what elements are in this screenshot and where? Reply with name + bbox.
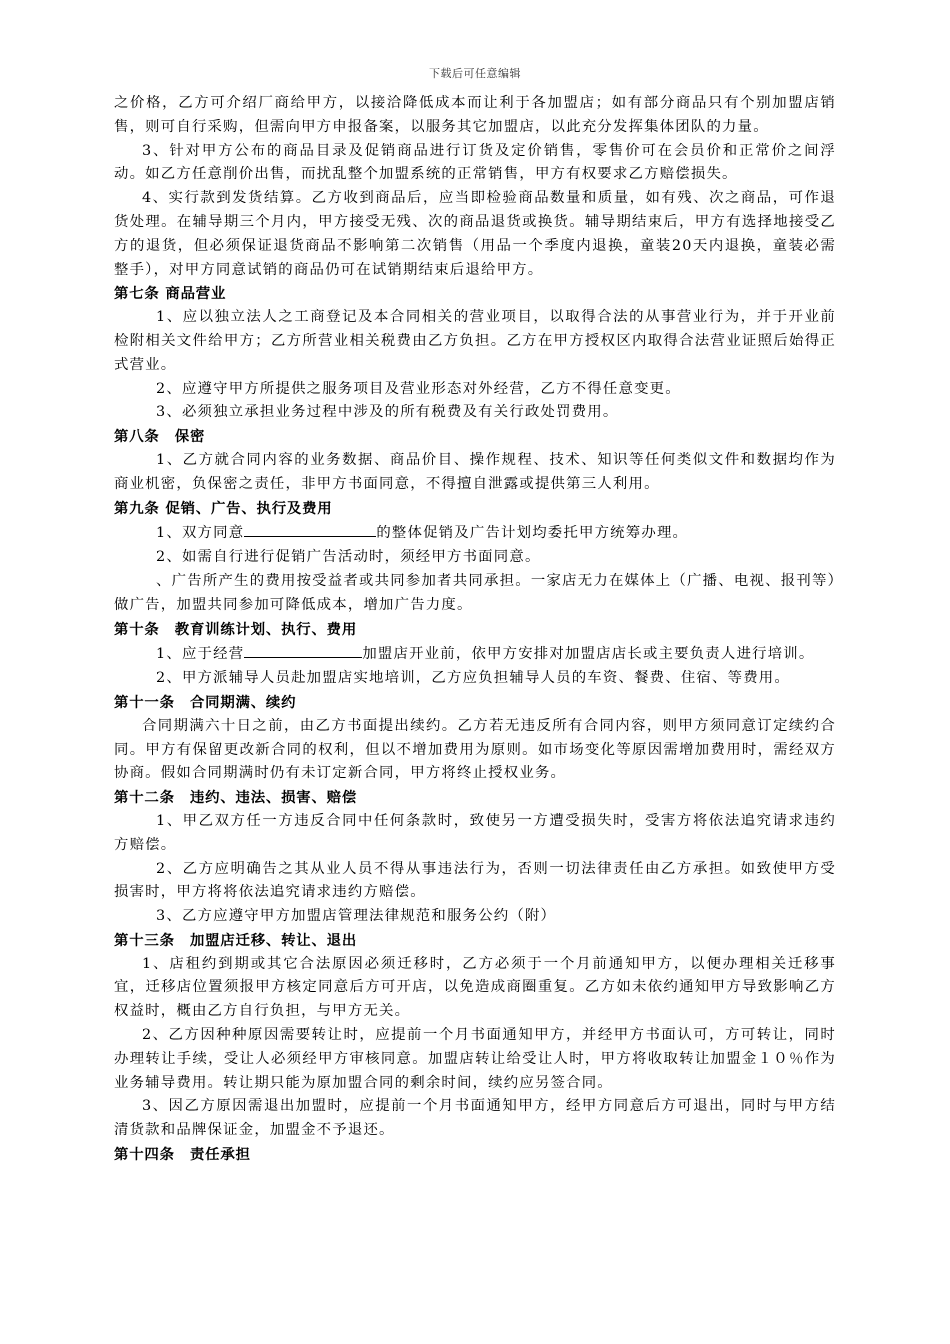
section-heading: 第十一条 合同期满、续约 xyxy=(114,693,297,711)
paragraph-text: 加盟店开业前，依甲方安排对加盟店店长或主要负责人进行培训。 xyxy=(362,646,815,663)
paragraph-text: 1、双方同意 xyxy=(156,525,245,542)
paragraph: 1、店租约到期或其它合法原因必须迁移时，乙方必须于一个月前通知甲方，以便办理相关迁移事宜，迁移店位置须报甲方核定同意后方可开店，以免造成商圈重复。乙方如未依约通知甲方导致影响乙方权益时，概由乙方自行负担，与甲方无关。 xyxy=(114,955,836,1020)
section-heading: 第九条 促销、广告、执行及费用 xyxy=(114,499,333,517)
paragraph: 2、甲方派辅导人员赴加盟店实地培训，乙方应负担辅导人员的车资、餐费、住宿、等费用。 xyxy=(156,670,790,687)
paragraph: 4、实行款到发货结算。乙方收到商品后，应当即检验商品数量和质量，如有残、次之商品，可作退货处理。在辅导期三个月内，甲方接受无残、次的商品退货或换货。辅导期结束后，甲方有选择地接受乙方的退货，但必须保证退货商品不影响第二次销售（用品一个季度内退换，童装20天内退换，童装必需整手），对甲方同意试销的商品仍可在试销期结束后退给甲方。 xyxy=(114,190,836,278)
section-heading: 第十四条 责任承担 xyxy=(114,1146,251,1164)
fill-in-blank xyxy=(244,641,362,658)
paragraph: 1、应以独立法人之工商登记及本合同相关的营业项目，以取得合法的从事营业行为，并于开业前检附相关文件给甲方；乙方所营业相关税费由乙方负担。乙方在甲方授权区内取得合法营业证照后始得正式营业。 xyxy=(114,309,836,373)
section-heading: 第十条 教育训练计划、执行、费用 xyxy=(114,620,358,638)
paragraph xyxy=(114,641,836,667)
paragraph: 3、乙方应遵守甲方加盟店管理法律规范和服务公约（附） xyxy=(156,908,557,925)
paragraph: 2、乙方应明确告之其从业人员不得从事违法行为，否则一切法律责任由乙方承担。如致使甲方受损害时，甲方将将依法追究请求违约方赔偿。 xyxy=(114,860,836,901)
paragraph: 合同期满六十日之前，由乙方书面提出续约。乙方若无违反所有合同内容，则甲方须同意订定续约合同。甲方有保留更改新合同的权利，但以不增加费用为原则。如市场变化等原因需增加费用时，需经双方协商。假如合同期满时仍有未订定新合同，甲方将终止授权业务。 xyxy=(114,717,836,782)
fill-in-blank xyxy=(244,520,376,537)
section-heading: 第七条 商品营业 xyxy=(114,285,227,303)
section-heading: 第十三条 加盟店迁移、转让、退出 xyxy=(114,931,358,949)
paragraph-text: 的整体促销及广告计划均委托甲方统筹办理。 xyxy=(376,525,689,542)
document-body xyxy=(114,92,836,1167)
paragraph: 2、如需自行进行促销广告活动时，须经甲方书面同意。 xyxy=(156,549,541,566)
paragraph-text: 1、应于经营 xyxy=(156,646,245,663)
page-header: 下载后可任意编辑 xyxy=(429,67,521,80)
paragraph: 2、乙方因种种原因需要转让时，应提前一个月书面通知甲方，并经甲方书面认可，方可转让，同时办理转让手续，受让人必须经甲方审核同意。加盟店转让给受让人时，甲方将收取转让加盟金１０％作为业务辅导费用。转让期只能为原加盟合同的剩余时间，续约应另签合同。 xyxy=(114,1027,836,1091)
paragraph: 、广告所产生的费用按受益者或共同参加者共同承担。一家店无力在媒体上（广播、电视、报刊等）做广告，加盟共同参加可降低成本，增加广告力度。 xyxy=(114,572,836,613)
paragraph: 1、甲乙双方任一方违反合同中任何条款时，致使另一方遭受损失时，受害方将依法追究请求违约方赔偿。 xyxy=(114,812,836,853)
paragraph: 3、因乙方原因需退出加盟时，应提前一个月书面通知甲方，经甲方同意后方可退出，同时与甲方结清货款和品牌保证金，加盟金不予退还。 xyxy=(114,1098,836,1139)
paragraph: 1、乙方就合同内容的业务数据、商品价目、操作规程、技术、知识等任何类似文件和数据均作为商业机密，负保密之责任，非甲方书面同意，不得擅自泄露或提供第三人利用。 xyxy=(114,451,836,492)
paragraph: 3、针对甲方公布的商品目录及促销商品进行订货及定价销售，零售价可在会员价和正常价之间浮动。如乙方任意削价出售，而扰乱整个加盟系统的正常销售，甲方有权要求乙方赔偿损失。 xyxy=(114,142,836,183)
section-heading: 第十二条 违约、违法、损害、赔偿 xyxy=(114,789,358,807)
paragraph: 3、必须独立承担业务过程中涉及的所有税费及有关行政处罚费用。 xyxy=(156,404,619,421)
paragraph: 之价格，乙方可介绍厂商给甲方，以接洽降低成本而让利于各加盟店；如有部分商品只有个别加盟店销售，则可自行采购，但需向甲方申报备案，以服务其它加盟店，以此充分发挥集体团队的力量。 xyxy=(114,95,836,135)
paragraph xyxy=(114,520,836,546)
paragraph: 2、应遵守甲方所提供之服务项目及营业形态对外经营，乙方不得任意变更。 xyxy=(156,380,681,397)
section-heading: 第八条 保密 xyxy=(114,428,206,446)
